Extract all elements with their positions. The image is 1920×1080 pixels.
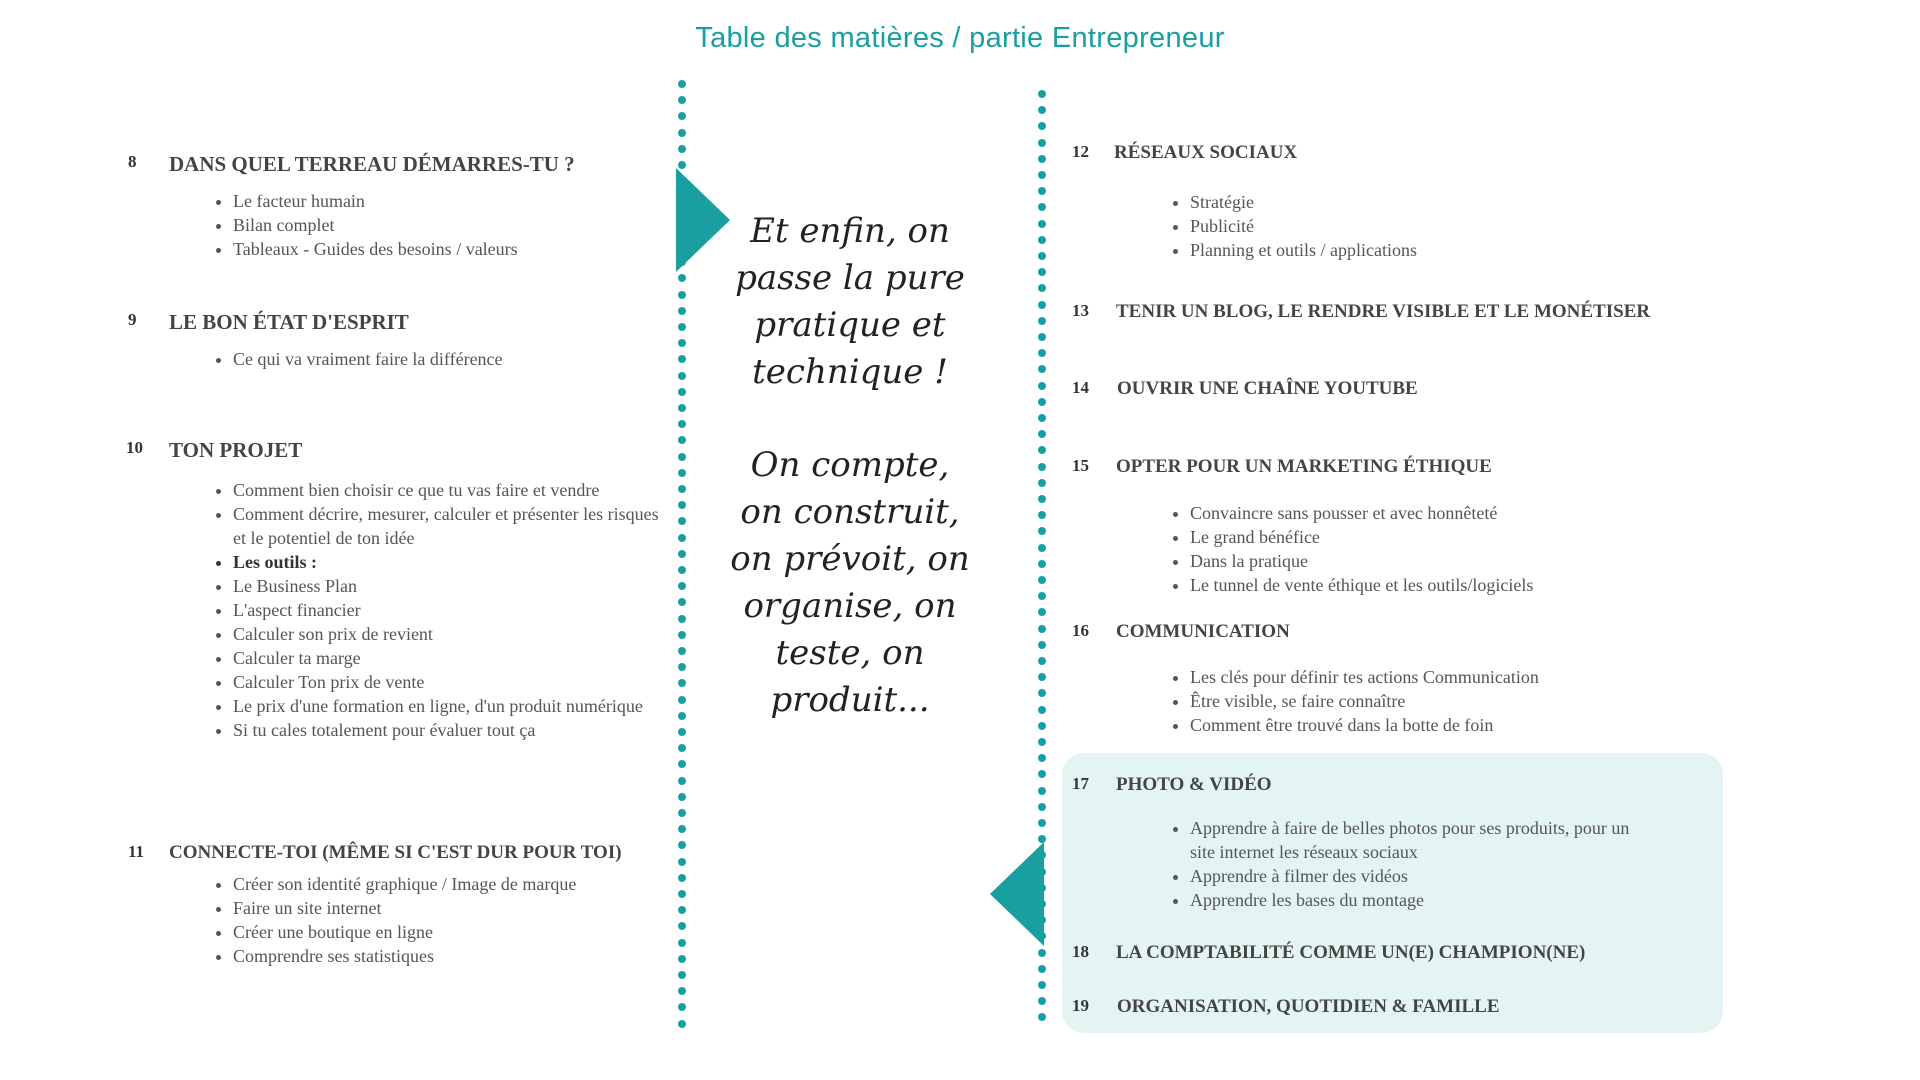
divider-dot (678, 582, 686, 590)
quote-line: produit... (770, 680, 930, 720)
list-item: • Bilan complet (233, 213, 713, 237)
divider-dot (1038, 365, 1046, 373)
divider-dot (678, 388, 686, 396)
divider-dot (1038, 560, 1046, 568)
section-title: TENIR UN BLOG, LE RENDRE VISIBLE ET LE MONÉTISER (1116, 301, 1651, 322)
section-number: 17 (1072, 774, 1089, 793)
divider-dot (678, 744, 686, 752)
list-item: • Convaincre sans pousser et avec honnêteté (1190, 501, 1710, 525)
divider-dot (1038, 738, 1046, 746)
divider-dot (678, 841, 686, 849)
section-items (1170, 665, 1710, 737)
divider-dot (1038, 220, 1046, 228)
section-title: RÉSEAUX SOCIAUX (1114, 142, 1298, 163)
divider-dot (678, 728, 686, 736)
divider-dot (678, 80, 686, 88)
section-title: CONNECTE-TOI (MÊME SI C'EST DUR POUR TOI) (169, 842, 622, 863)
divider-dot (678, 760, 686, 768)
divider-dot (1038, 544, 1046, 552)
divider-dot (1038, 641, 1046, 649)
quote-line: on construit, (740, 492, 960, 532)
divider-dot (678, 987, 686, 995)
list-item: • Créer une boutique en ligne (233, 920, 713, 944)
divider-dot (1038, 446, 1046, 454)
quote-line: organise, on (743, 586, 957, 626)
divider-dot (1038, 430, 1046, 438)
divider-dot (1038, 479, 1046, 487)
section-number: 15 (1072, 456, 1089, 475)
divider-dot (678, 1020, 686, 1028)
divider-dot (678, 1003, 686, 1011)
divider-dot (1038, 803, 1046, 811)
divider-dot (1038, 1013, 1046, 1021)
divider-dot (1038, 819, 1046, 827)
list-item: • Être visible, se faire connaître (1190, 689, 1710, 713)
section-title: LE BON ÉTAT D'ESPRIT (169, 310, 409, 334)
divider-dot (1038, 414, 1046, 422)
list-item: • Le grand bénéfice (1190, 525, 1710, 549)
list-item: • Comprendre ses statistiques (233, 944, 713, 968)
divider-dot (1038, 511, 1046, 519)
list-item: • L'aspect financier (233, 598, 673, 622)
list-item: • Tableaux - Guides des besoins / valeurs (233, 237, 713, 261)
divider-dot (678, 679, 686, 687)
divider-dot (678, 825, 686, 833)
list-item: • Comment être trouvé dans la botte de foin (1190, 713, 1710, 737)
divider-dot (1038, 997, 1046, 1005)
divider-dot (1038, 592, 1046, 600)
list-item: • Ce qui va vraiment faire la différence (233, 347, 713, 371)
quote-line: Et enfin, on (750, 211, 950, 251)
divider-dot (1038, 236, 1046, 244)
section-number: 19 (1072, 996, 1089, 1015)
divider-dot (1038, 463, 1046, 471)
divider-dot (1038, 301, 1046, 309)
section-items (1170, 501, 1710, 597)
divider-dot (1038, 495, 1046, 503)
divider-dot (678, 501, 686, 509)
section-items (213, 347, 713, 371)
section-title: OPTER POUR UN MARKETING ÉTHIQUE (1116, 456, 1492, 477)
section-title: PHOTO & VIDÉO (1116, 774, 1272, 795)
divider-dot (1038, 754, 1046, 762)
list-item: • Apprendre les bases du montage (1190, 888, 1630, 912)
divider-dot (678, 485, 686, 493)
list-item: • Le tunnel de vente éthique et les outils/logiciels (1190, 573, 1710, 597)
divider-dot (678, 615, 686, 623)
divider-dot (1038, 608, 1046, 616)
page-title: Table des matières / partie Entrepreneur (695, 22, 1225, 54)
divider-dot (678, 453, 686, 461)
section-items (213, 478, 673, 742)
divider-dot (678, 274, 686, 282)
divider-dot (1038, 657, 1046, 665)
center-quote-1 (730, 208, 970, 396)
divider-dot (1038, 625, 1046, 633)
divider-dot (678, 469, 686, 477)
section-number: 11 (128, 842, 145, 861)
divider-dot (1038, 398, 1046, 406)
divider-dot (1038, 722, 1046, 730)
section-title: ORGANISATION, QUOTIDIEN & FAMILLE (1117, 996, 1500, 1017)
section-title: OUVRIR UNE CHAÎNE YOUTUBE (1117, 378, 1418, 399)
divider-dot (678, 777, 686, 785)
center-quote-2 (730, 442, 970, 724)
divider-dot (678, 809, 686, 817)
list-item: • Planning et outils / applications (1190, 238, 1710, 262)
divider-dot (678, 129, 686, 137)
divider-dot (1038, 689, 1046, 697)
divider-dot (1038, 284, 1046, 292)
section-number: 10 (126, 438, 143, 457)
divider-dot (678, 647, 686, 655)
list-item: • Créer son identité graphique / Image de marque (233, 872, 713, 896)
section-number: 16 (1072, 621, 1089, 640)
quote-line: technique ! (752, 352, 948, 392)
divider-dot (678, 712, 686, 720)
divider-dot (1038, 317, 1046, 325)
quote-line: On compte, (750, 445, 950, 485)
list-item: • Le Business Plan (233, 574, 673, 598)
section-number: 12 (1072, 142, 1089, 161)
list-item: • Le prix d'une formation en ligne, d'un produit numérique (233, 694, 673, 718)
list-item: • Calculer ta marge (233, 646, 673, 670)
section-items (213, 189, 713, 261)
divider-dot (678, 631, 686, 639)
divider-dot (1038, 252, 1046, 260)
divider-dot (678, 96, 686, 104)
divider-dot (678, 372, 686, 380)
section-title: TON PROJET (169, 438, 303, 462)
divider-dot (678, 112, 686, 120)
divider-dot (1038, 949, 1046, 957)
divider-dot (1038, 333, 1046, 341)
divider-dot (1038, 349, 1046, 357)
divider-dot (678, 858, 686, 866)
divider-dot (678, 323, 686, 331)
section-title: COMMUNICATION (1116, 621, 1290, 642)
list-item: • Dans la pratique (1190, 549, 1710, 573)
divider-dot (1038, 706, 1046, 714)
divider-dot (678, 291, 686, 299)
list-item: • Publicité (1190, 214, 1710, 238)
divider-dot (1038, 576, 1046, 584)
quote-line: pratique et (754, 305, 946, 345)
divider-dot (678, 339, 686, 347)
list-item: • Stratégie (1190, 190, 1710, 214)
divider-dot (1038, 171, 1046, 179)
divider-dot (678, 793, 686, 801)
divider-dot (678, 971, 686, 979)
quote-line: on prévoit, on (730, 539, 970, 579)
divider-dot (1038, 787, 1046, 795)
list-item: • Apprendre à filmer des vidéos (1190, 864, 1630, 888)
section-title: LA COMPTABILITÉ COMME UN(E) CHAMPION(NE) (1116, 942, 1586, 963)
divider-dot (1038, 770, 1046, 778)
divider-dot (678, 534, 686, 542)
list-item: • Les outils : (233, 550, 673, 574)
section-items (1170, 816, 1630, 912)
divider-dot (1038, 139, 1046, 147)
divider-dot (678, 550, 686, 558)
divider-dot (1038, 122, 1046, 130)
divider-dot (678, 436, 686, 444)
list-item: • Les clés pour définir tes actions Communication (1190, 665, 1710, 689)
list-item: • Calculer son prix de revient (233, 622, 673, 646)
divider-dot (678, 566, 686, 574)
divider-dot (678, 420, 686, 428)
section-number: 9 (128, 310, 137, 329)
list-item: • Comment décrire, mesurer, calculer et présenter les risques et le potentiel de ton idée (233, 502, 673, 550)
divider-dot (1038, 965, 1046, 973)
divider-dot (1038, 382, 1046, 390)
section-number: 18 (1072, 942, 1089, 961)
divider-dot (1038, 203, 1046, 211)
divider-dot (1038, 187, 1046, 195)
divider-dot (1038, 268, 1046, 276)
quote-line: teste, on (775, 633, 925, 673)
list-item: • Calculer Ton prix de vente (233, 670, 673, 694)
divider-dot (1038, 90, 1046, 98)
list-item: • Si tu cales totalement pour évaluer tout ça (233, 718, 673, 742)
section-number: 14 (1072, 378, 1089, 397)
section-items (213, 872, 713, 968)
list-item: • Comment bien choisir ce que tu vas faire et vendre (233, 478, 673, 502)
section-number: 8 (128, 152, 137, 171)
divider-dot (678, 307, 686, 315)
section-items (1170, 190, 1710, 262)
divider-dot (1038, 981, 1046, 989)
list-item: • Le facteur humain (233, 189, 713, 213)
list-item: • Faire un site internet (233, 896, 713, 920)
divider-dot (678, 145, 686, 153)
arrow-left-icon (990, 842, 1044, 946)
list-item: • Apprendre à faire de belles photos pour ses produits, pour un site internet les réseaux sociaux (1190, 816, 1630, 864)
divider-dot (678, 404, 686, 412)
divider-dot (1038, 106, 1046, 114)
divider-dot (678, 517, 686, 525)
divider-dot (678, 598, 686, 606)
divider-dot (678, 663, 686, 671)
divider-dot (1038, 527, 1046, 535)
quote-line: passe la pure (735, 258, 965, 298)
divider-dot (1038, 673, 1046, 681)
divider-dot (1038, 155, 1046, 163)
section-title: DANS QUEL TERREAU DÉMARRES-TU ? (169, 152, 575, 176)
section-number: 13 (1072, 301, 1089, 320)
divider-dot (678, 696, 686, 704)
